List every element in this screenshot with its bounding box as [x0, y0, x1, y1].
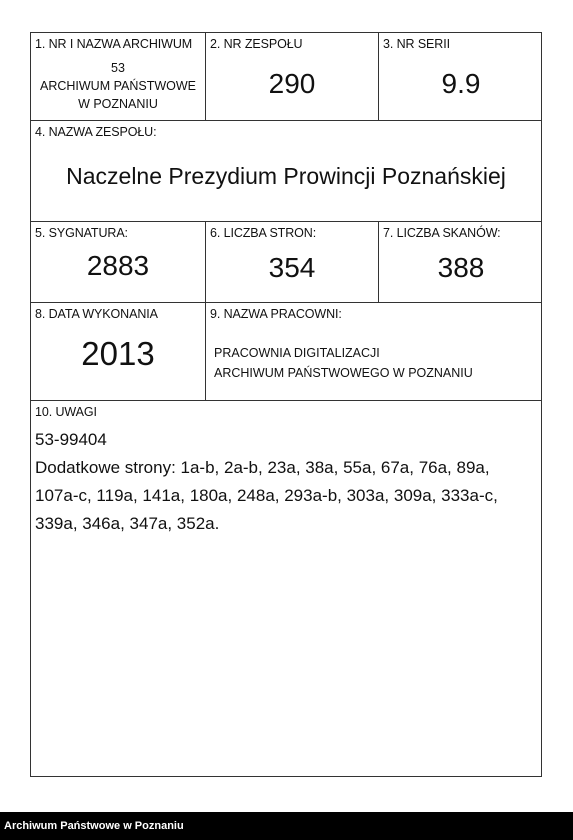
row-notes: [31, 401, 541, 776]
fonds-no-value: 290: [268, 68, 316, 99]
signature-label: 5. SYGNATURA:: [35, 226, 128, 240]
row-archive: [31, 33, 541, 121]
date-label: 8. DATA WYKONANIA: [35, 307, 158, 321]
scans-value: 388: [437, 252, 485, 283]
fonds-name-label: 4. NAZWA ZESPOŁU:: [35, 125, 157, 139]
series-no-value: 9.9: [441, 68, 481, 99]
footer-text: Archiwum Państwowe w Poznaniu: [4, 820, 184, 832]
date-value: 2013: [81, 335, 155, 372]
cell-archive: [31, 33, 205, 120]
pages-value: 354: [268, 252, 316, 283]
notes-line1: Dodatkowe strony: 1a-b, 2a-b, 23a, 38a, 55a, 67a, 76a, 89a,: [35, 458, 490, 477]
workshop-line1: PRACOWNIA DIGITALIZACJI: [214, 346, 380, 360]
metadata-card: [30, 32, 542, 777]
cell-signature: [31, 222, 205, 302]
archive-label: 1. NR I NAZWA ARCHIWUM: [35, 37, 193, 51]
workshop-label: 9. NAZWA PRACOWNI:: [210, 307, 342, 321]
notes-label: 10. UWAGI: [35, 405, 97, 419]
workshop-line2: ARCHIWUM PAŃSTWOWEGO W POZNANIU: [214, 366, 473, 380]
cell-scans: [378, 222, 543, 302]
cell-workshop: [205, 303, 543, 400]
signature-value: 2883: [86, 250, 150, 281]
pages-label: 6. LICZBA STRON:: [210, 226, 317, 240]
row-fonds-name: [31, 121, 541, 222]
cell-date: [31, 303, 205, 400]
notes-code: 53-99404: [35, 430, 107, 449]
archive-name-line2: W POZNANIU: [78, 97, 158, 111]
footer-bar: [0, 812, 573, 840]
cell-series-no: [378, 33, 543, 120]
notes-line3: 339a, 346a, 347a, 352a.: [35, 514, 220, 533]
notes-line2: 107a-c, 119a, 141a, 180a, 248a, 293a-b, 303a, 309a, 333a-c,: [35, 486, 498, 505]
cell-fonds-no: [205, 33, 378, 120]
fonds-no-label: 2. NR ZESPOŁU: [210, 37, 303, 51]
scans-label: 7. LICZBA SKANÓW:: [383, 226, 501, 240]
cell-pages: [205, 222, 378, 302]
row-counts: [31, 222, 541, 303]
series-no-label: 3. NR SERII: [383, 37, 450, 51]
row-date-workshop: [31, 303, 541, 401]
archive-name-line1: ARCHIWUM PAŃSTWOWE: [39, 79, 196, 93]
archive-number: 53: [111, 61, 125, 75]
fonds-name-value: Naczelne Prezydium Prowincji Poznańskiej: [66, 163, 506, 189]
